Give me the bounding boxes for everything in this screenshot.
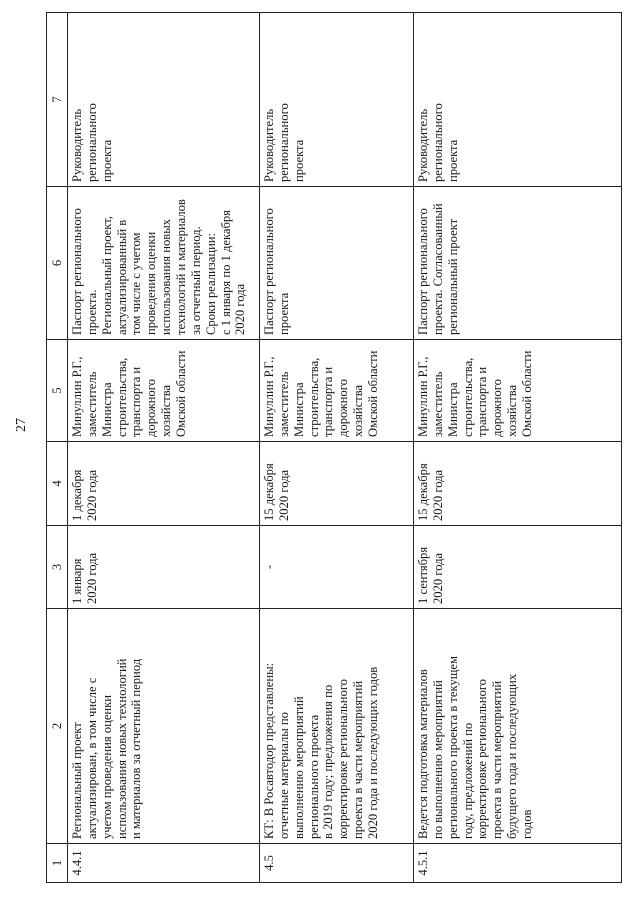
row-result: Паспорт регионального проекта [260,187,414,340]
column-header-1: 1 [47,844,68,883]
row-responsible: Минуллин Р.Г., заместитель Министра строительства, транспорта и дорожного хозяйства Омской области [68,340,260,442]
header-row [47,13,68,883]
column-header-7: 7 [47,13,68,187]
row-control-level: Руководитель регионального проекта [414,13,622,187]
row-result: Паспорт регионального проекта. Согласованный региональный проект [414,187,622,340]
row-end-date: 15 декабря 2020 года [260,442,414,526]
schedule-table [46,12,622,883]
row-start-date: - [260,526,414,609]
row-description: Региональный проект актуализирован, в том числе с учетом проведения оценки использования новых технологий и материалов за отчетный период [68,609,260,844]
row-number: 4.4.1 [68,844,260,883]
row-result: Паспорт регионального проекта. Региональный проект, актуализированный в том числе с учетом проведения оценки использования новых технологий и материалов за отчетный период. Сроки реализации: с 1 января по 1 декабря 2020 года [68,187,260,340]
row-responsible: Минуллин Р.Г., заместитель Министра строительства, транспорта и дорожного хозяйства Омской области [260,340,414,442]
column-header-6: 6 [47,187,68,340]
row-description: КТ: В Росавтодор представлены: отчетные материалы по выполнению мероприятий регионального проекта в 2019 году; предложения по корректировке регионального проекта в части мероприятий 2020 года и последующих годов [260,609,414,844]
table-row [68,13,260,883]
column-header-4: 4 [47,442,68,526]
column-header-3: 3 [47,526,68,609]
document-table-container [46,13,622,883]
row-start-date: 1 января 2020 года [68,526,260,609]
column-header-5: 5 [47,340,68,442]
row-control-level: Руководитель регионального проекта [260,13,414,187]
row-end-date: 1 декабря 2020 года [68,442,260,526]
row-responsible: Минуллин Р.Г., заместитель Министра строительства, транспорта и дорожного хозяйства Омской области [414,340,622,442]
row-start-date: 1 сентября 2020 года [414,526,622,609]
table-row [414,13,622,883]
row-description: Ведется подготовка материалов по выполнению мероприятий регионального проекта в текущем году, предложений по корректировке регионального проекта в части мероприятий будущего года и последующих годов [414,609,622,844]
row-number: 4.5.1 [414,844,622,883]
row-control-level: Руководитель регионального проекта [68,13,260,187]
page-number: 27 [14,418,29,432]
row-number: 4.5 [260,844,414,883]
column-header-2: 2 [47,609,68,844]
row-end-date: 15 декабря 2020 года [414,442,622,526]
table-row [260,13,414,883]
